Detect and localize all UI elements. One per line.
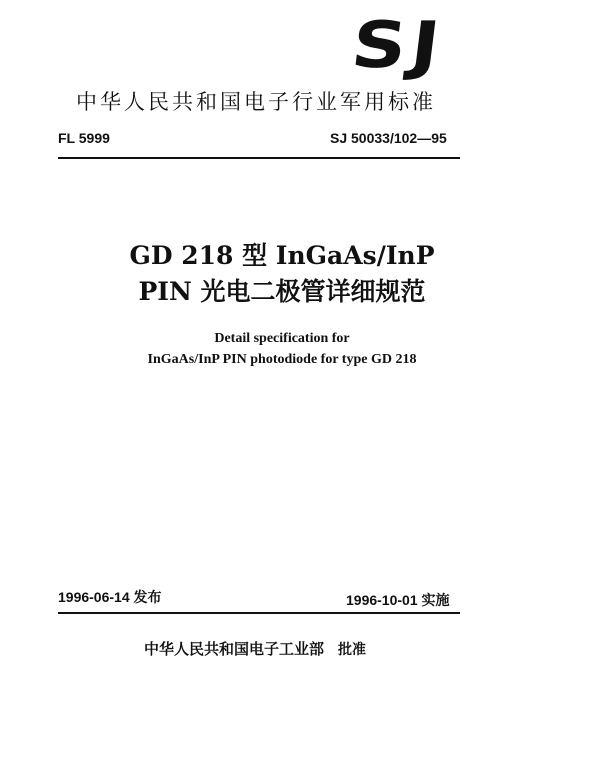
header-divider bbox=[58, 157, 460, 159]
document-title-line-1: GD 218 型 InGaAs/InP bbox=[129, 241, 435, 270]
standard-number: SJ 50033/102—95 bbox=[330, 130, 447, 146]
approval-label: 批准 bbox=[338, 642, 366, 658]
implementation-date: 1996-10-01 实施 bbox=[346, 592, 450, 608]
classification-code: FL 5999 bbox=[58, 130, 110, 146]
issue-date: 1996-06-14 发布 bbox=[58, 589, 162, 605]
approving-authority: 中华人民共和国电子工业部 bbox=[144, 640, 325, 658]
english-title-line-1: Detail specification for bbox=[214, 331, 350, 346]
footer-divider bbox=[58, 612, 460, 614]
sj-logo: SJ bbox=[347, 9, 449, 83]
standard-title: 中华人民共和国电子行业军用标准 bbox=[76, 90, 436, 114]
document-title-line-2: PIN 光电二极管详细规范 bbox=[138, 277, 426, 306]
english-title-line-2: InGaAs/InP PIN photodiode for type GD 218 bbox=[147, 352, 417, 367]
